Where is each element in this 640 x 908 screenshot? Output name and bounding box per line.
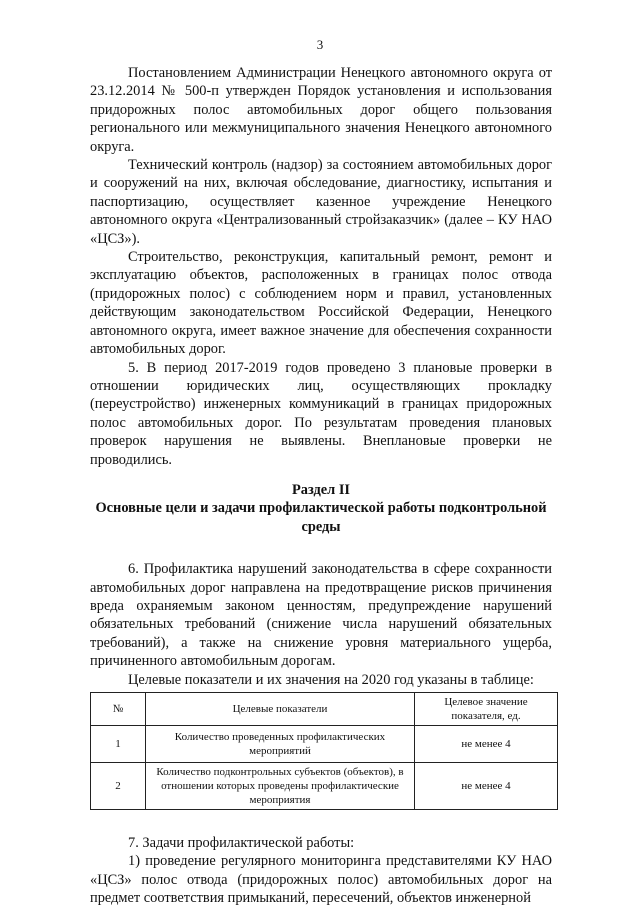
page-number: 3 bbox=[316, 37, 324, 52]
table-cell: не менее 4 bbox=[415, 726, 558, 763]
table-row bbox=[91, 763, 558, 810]
table-cell: 2 bbox=[91, 763, 146, 810]
table-cell: 1 bbox=[91, 726, 146, 763]
indicator-table bbox=[90, 692, 558, 810]
table-header-row bbox=[91, 693, 558, 726]
paragraph: Строительство, реконструкция, капитальный ремонт, ремонт и эксплуатацию объектов, расположенных в границах полос отвода (придорожных полос) с соблюдением норм и правил, установленных действующим законодательством Российской Федерации, Ненецкого автономного округа, имеет важное значение для обеспечения сохранности автомобильных дорог. bbox=[90, 249, 552, 358]
table-cell: не менее 4 bbox=[415, 763, 558, 810]
paragraph: 6. Профилактика нарушений законодательства в сфере сохранности автомобильных дорог направлена на предотвращение рисков причинения вреда охраняемым законом ценностям, предупреждение нарушений обязательных требований (снижение числа нарушений обязательных требований), а также на снижение уровня материального ущерба, причиненного автомобильным дорогам. bbox=[90, 561, 552, 670]
table-header-cell: Целевое значение показателя, ед. bbox=[415, 693, 558, 726]
paragraph: 1) проведение регулярного мониторинга представителями КУ НАО «ЦСЗ» полос отвода (придорожных полос) автомобильных дорог на предмет соответствия примыканий, пересечений, объектов инженерной bbox=[90, 853, 552, 907]
section-title: Основные цели и задачи профилактической работы подконтрольной среды bbox=[95, 500, 547, 535]
paragraph: Технический контроль (надзор) за состоянием автомобильных дорог и сооружений на них, включая обследование, диагностику, испытания и паспортизацию, осуществляет казенное учреждение Ненецкого автономного округа «Централизованный стройзаказчик» (далее – КУ НАО «ЦСЗ»). bbox=[90, 157, 552, 247]
paragraph: 5. В период 2017-2019 годов проведено 3 плановые проверки в отношении юридических лиц, осуществляющих прокладку (переустройство) инженерных коммуникаций в границах придорожных полос автомобильных дорог. По результатам проведения плановых проверок нарушения не выявлены. Внеплановые проверки не проводились. bbox=[90, 359, 552, 468]
table-header-cell: № bbox=[91, 693, 146, 726]
table-cell: Количество проведенных профилактических мероприятий bbox=[146, 726, 415, 763]
paragraph: 7. Задачи профилактической работы: bbox=[128, 835, 355, 851]
indicator-table-wrapper bbox=[90, 692, 552, 810]
document-body bbox=[90, 64, 552, 908]
table-row bbox=[91, 726, 558, 763]
table-cell: Количество подконтрольных субъектов (объектов), в отношении которых проведены профилактические мероприятия bbox=[146, 763, 415, 810]
paragraph: Постановлением Администрации Ненецкого автономного округа от 23.12.2014 № 500-п утвержден Порядок установления и использования придорожных полос автомобильных дорог общего пользования регионального или межмуниципального значения Ненецкого автономного округа. bbox=[90, 65, 552, 155]
section-number: Раздел II bbox=[291, 481, 351, 498]
table-caption: Целевые показатели и их значения на 2020 год указаны в таблице: bbox=[128, 671, 534, 688]
table-header-cell: Целевые показатели bbox=[146, 693, 415, 726]
